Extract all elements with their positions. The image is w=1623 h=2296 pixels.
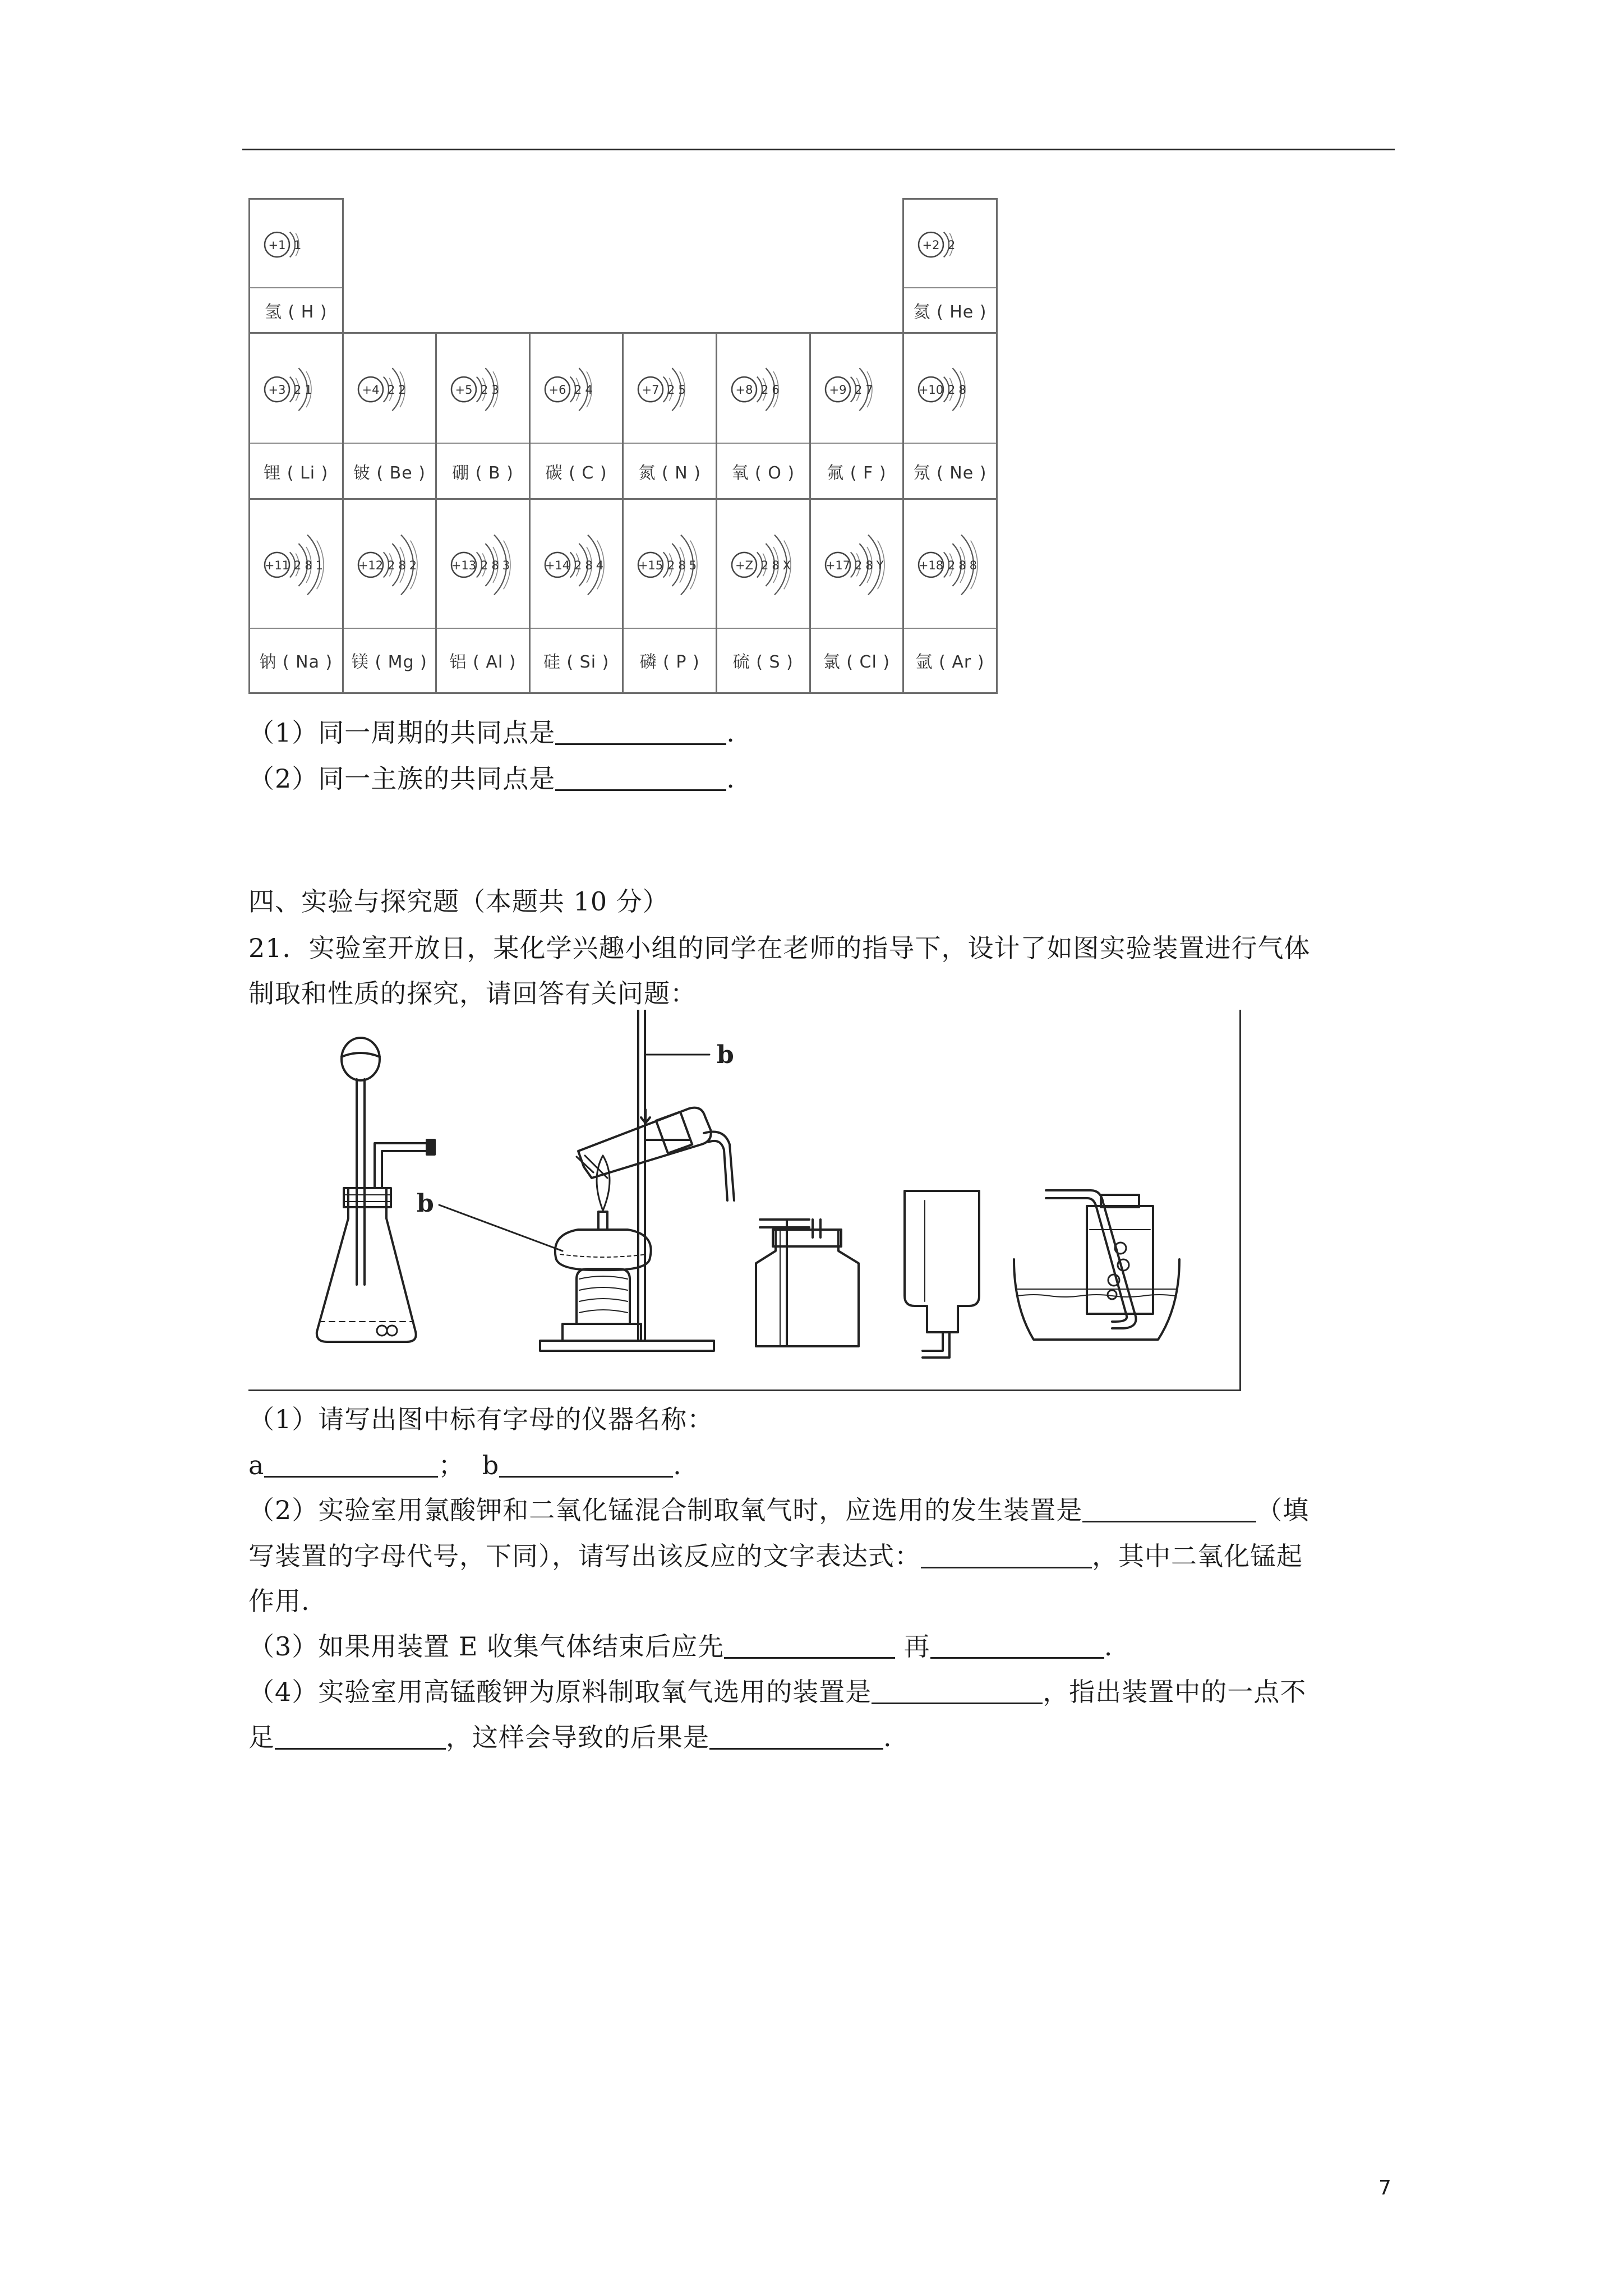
- electron-shells: 25: [667, 383, 690, 397]
- atom-diagram: [811, 500, 903, 629]
- atom-diagram: [624, 500, 716, 629]
- q21-part2-text: 写装置的字母代号，下同），请写出该反应的文字表达式：: [248, 1541, 921, 1571]
- apparatus-b-heating: [417, 1010, 734, 1351]
- answer-blank[interactable]: [724, 1631, 895, 1659]
- q21-stem-line2: 制取和性质的探究，请回答有关问题：: [248, 978, 697, 1009]
- nucleus-charge: +12: [358, 558, 383, 572]
- element-cell: [622, 332, 717, 500]
- element-name: 氢 ( H ): [250, 287, 342, 332]
- page-number: 7: [1378, 2177, 1391, 2200]
- nucleus-charge: +1: [268, 238, 286, 252]
- apparatus-e-trough: [1014, 1190, 1179, 1340]
- q20-part1: [248, 716, 735, 749]
- q21-part4-text-tail: ，指出装置中的一点不: [1043, 1677, 1307, 1707]
- element-cell: [342, 332, 437, 500]
- atom-diagram: [904, 334, 996, 444]
- atom-diagram: [904, 500, 996, 629]
- element-name: 钠 ( Na ): [250, 628, 342, 692]
- q21-part2-text-tail: （填: [1256, 1495, 1310, 1525]
- q21-part4-line1: [248, 1675, 1306, 1709]
- element-cell: [248, 498, 344, 694]
- separator: ；: [438, 1450, 465, 1480]
- atom-diagram: [531, 334, 623, 444]
- electron-shells: 27: [854, 383, 877, 397]
- atom-diagram: [250, 334, 342, 444]
- q21-part1-answers: [248, 1448, 682, 1482]
- element-name: 氦 ( He ): [904, 287, 996, 332]
- nucleus-charge: +17: [825, 558, 850, 572]
- q20-part1-text: （1）同一周期的共同点是: [248, 717, 556, 748]
- atom-diagram: [531, 500, 623, 629]
- period: .: [883, 1722, 892, 1752]
- q20-part1-end: .: [726, 717, 735, 748]
- element-cell: [716, 498, 811, 694]
- q21-part3: [248, 1630, 1113, 1663]
- atom-diagram: [811, 334, 903, 444]
- figure-frame-right: [1239, 1010, 1241, 1391]
- element-name: 氧 ( O ): [717, 443, 809, 498]
- electron-shells: 284: [574, 558, 607, 572]
- header-rule: [242, 149, 1395, 150]
- element-cell: [248, 332, 344, 500]
- nucleus-charge: +18: [919, 558, 944, 572]
- electron-shells: 285: [667, 558, 700, 572]
- atom-diagram: [717, 500, 809, 629]
- figure-label-b-left: b: [417, 1189, 434, 1218]
- electron-shells: 28X: [761, 558, 795, 572]
- answer-blank[interactable]: [555, 717, 726, 745]
- element-name: 锂 ( Li ): [250, 443, 342, 498]
- q21-part2-line2: [248, 1539, 1303, 1573]
- atom-diagram: [437, 334, 529, 444]
- q21-part3-then: 再: [903, 1631, 930, 1662]
- atom-diagram: [624, 334, 716, 444]
- q21-part2-line1: [248, 1493, 1309, 1527]
- nucleus-charge: +3: [268, 383, 286, 397]
- periodic-table-figure: [248, 198, 996, 694]
- electron-shells: 28Y: [854, 558, 887, 572]
- nucleus-charge: +8: [735, 383, 753, 397]
- element-name: 磷 ( P ): [624, 628, 716, 692]
- answer-blank[interactable]: [930, 1631, 1104, 1659]
- atom-diagram: [250, 500, 342, 629]
- nucleus-charge: +Z: [735, 558, 753, 572]
- element-name: 铝 ( Al ): [437, 628, 529, 692]
- label-a: a: [248, 1450, 265, 1480]
- nucleus-charge: +4: [362, 383, 380, 397]
- q21-part4-text: （4）实验室用高锰酸钾为原料制取氧气选用的装置是: [248, 1677, 872, 1707]
- q21-part2-line3: 作用.: [248, 1586, 310, 1616]
- figure-label-b-top: b: [717, 1041, 734, 1069]
- element-name: 硫 ( S ): [717, 628, 809, 692]
- electron-shells: 21: [294, 383, 316, 397]
- answer-blank[interactable]: [709, 1722, 883, 1750]
- nucleus-charge: +13: [451, 558, 477, 572]
- element-name: 硅 ( Si ): [531, 628, 623, 692]
- q21-part4-text-mid: ，这样会导致的后果是: [446, 1722, 709, 1752]
- element-cell: [622, 498, 717, 694]
- apparatus-d-bottle: [905, 1191, 979, 1358]
- element-name: 硼 ( B ): [437, 443, 529, 498]
- answer-blank-a[interactable]: [264, 1450, 438, 1478]
- label-b: b: [482, 1450, 500, 1480]
- nucleus-charge: +10: [919, 383, 944, 397]
- element-cell: [529, 332, 624, 500]
- atom-diagram: [437, 500, 529, 629]
- nucleus-charge: +7: [642, 383, 660, 397]
- q21-part2-text: （2）实验室用氯酸钾和二氧化锰混合制取氧气时，应选用的发生装置是: [248, 1495, 1083, 1525]
- element-name: 镁 ( Mg ): [344, 628, 436, 692]
- atom-diagram: [344, 334, 436, 444]
- element-name: 铍 ( Be ): [344, 443, 436, 498]
- element-cell: [902, 332, 998, 500]
- electron-shells: 2: [948, 238, 959, 252]
- element-name: 氩 ( Ar ): [904, 628, 996, 692]
- nucleus-charge: +5: [455, 383, 473, 397]
- element-name: 氯 ( Cl ): [811, 628, 903, 692]
- electron-shells: 28: [948, 383, 970, 397]
- q21-part3-text: （3）如果用装置 E 收集气体结束后应先: [248, 1631, 725, 1662]
- element-cell: [435, 332, 531, 500]
- element-cell: [809, 498, 905, 694]
- element-cell: [902, 498, 998, 694]
- figure-frame-bottom: [248, 1389, 1241, 1391]
- nucleus-charge: +15: [638, 558, 663, 572]
- atom-diagram: [904, 200, 996, 288]
- nucleus-charge: +11: [264, 558, 290, 572]
- element-cell: [809, 332, 905, 500]
- section-heading: 四、实验与探究题（本题共 10 分）: [248, 886, 669, 917]
- element-cell: [248, 198, 344, 334]
- element-cell: [435, 498, 531, 694]
- electron-shells: 288: [948, 558, 981, 572]
- electron-shells: 26: [761, 383, 783, 397]
- atom-diagram: [250, 200, 342, 288]
- answer-blank[interactable]: [872, 1677, 1043, 1704]
- answer-blank[interactable]: [555, 763, 726, 791]
- q21-part4-line2: [248, 1720, 892, 1754]
- answer-blank[interactable]: [1082, 1495, 1256, 1522]
- q20-part2-text: （2）同一主族的共同点是: [248, 763, 556, 794]
- electron-shells: 1: [294, 238, 305, 252]
- nucleus-charge: +6: [548, 383, 566, 397]
- period: .: [673, 1450, 682, 1480]
- answer-blank[interactable]: [275, 1722, 446, 1750]
- apparatus-drawing: [248, 1010, 1241, 1391]
- electron-shells: 23: [481, 383, 502, 397]
- element-cell: [529, 498, 624, 694]
- element-cell: [902, 198, 998, 334]
- atom-diagram: [344, 500, 436, 629]
- q21-part1-prompt: （1）请写出图中标有字母的仪器名称：: [248, 1404, 714, 1434]
- q20-part2: [248, 762, 735, 795]
- period: .: [1104, 1631, 1113, 1662]
- nucleus-charge: +14: [545, 558, 570, 572]
- element-cell: [342, 498, 437, 694]
- atom-diagram: [717, 334, 809, 444]
- element-name: 氖 ( Ne ): [904, 443, 996, 498]
- nucleus-charge: +9: [829, 383, 847, 397]
- element-cell: [716, 332, 811, 500]
- answer-blank-b[interactable]: [499, 1450, 673, 1478]
- electron-shells: 281: [294, 558, 327, 572]
- element-name: 氟 ( F ): [811, 443, 903, 498]
- answer-blank[interactable]: [921, 1541, 1092, 1568]
- q21-stem-line1: 21．实验室开放日，某化学兴趣小组的同学在老师的指导下，设计了如图实验装置进行气体: [248, 933, 1311, 963]
- electron-shells: 22: [387, 383, 409, 397]
- q21-part2-text-tail: ，其中二氧化锰起: [1092, 1541, 1303, 1571]
- element-name: 氮 ( N ): [624, 443, 716, 498]
- nucleus-charge: +2: [922, 238, 940, 252]
- apparatus-figure: [248, 1010, 1241, 1391]
- q21-part4-text: 足: [248, 1722, 275, 1752]
- element-name: 碳 ( C ): [531, 443, 623, 498]
- electron-shells: 283: [481, 558, 514, 572]
- electron-shells: 24: [574, 383, 596, 397]
- q20-part2-end: .: [726, 763, 735, 794]
- apparatus-c-bottle: [756, 1220, 859, 1346]
- electron-shells: 282: [387, 558, 420, 572]
